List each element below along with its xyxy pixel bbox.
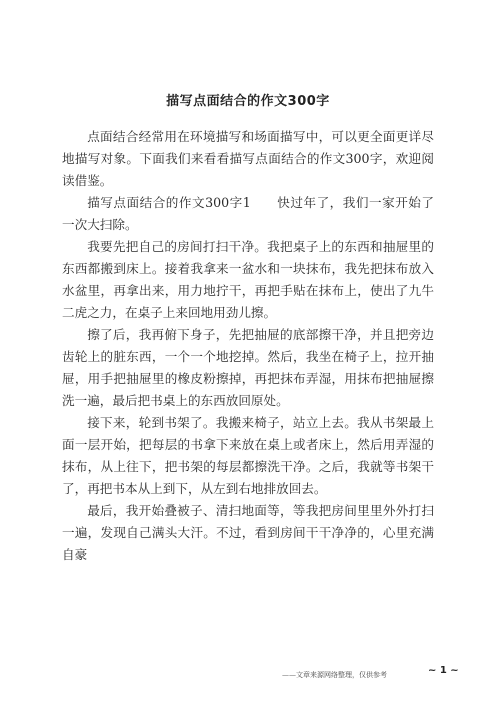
intro-paragraph: 点面结合经常用在环境描写和场面描写中，可以更全面更详尽地描写对象。下面我们来看看描写点面结合的作文300字，欢迎阅读借鉴。 [62, 129, 434, 188]
body-paragraph-room: 我要先把自己的房间打扫干净。我把桌子上的东西和抽屉里的东西都搬到床上。接着我拿来一盆水和一块抹布，我先把抹布放入水盆里，再拿出来，用力地拧干，再把手贴在抹布上，使出了九牛二虎之力，在桌子上来回地用劲儿擦。 [62, 239, 434, 320]
footer-note [282, 670, 387, 680]
body-paragraph-bookshelf: 接下来，轮到书架了。我搬来椅子，站立上去。我从书架最上面一层开始，把每层的书拿下来放在桌上或者床上，然后用弄湿的抹布，从上往下，把书架的每层都擦洗干净。之后，我就等书架干了，再把书本从上到下，从左到右地排放回去。 [62, 415, 434, 496]
section-paragraph [62, 192, 434, 236]
footer-dash: —— [282, 671, 296, 679]
page-number: ~ 1 ~ [428, 665, 459, 676]
document-title: 描写点面结合的作文300字 [166, 94, 330, 109]
section-opening: 快过年了，我们一家开始了一次大扫除。 [62, 195, 434, 232]
footer-note-text: 文章来源网络整理，仅供参考 [296, 671, 387, 679]
body-paragraph-finish: 最后，我开始叠被子、清扫地面等，等我把房间里里外外打扫一遍，发现自己满头大汗。不过，看到房间干干净净的，心里充满自豪 [62, 503, 434, 562]
section-heading: 描写点面结合的作文300字1 [87, 195, 251, 210]
document-body [62, 126, 434, 566]
body-paragraph-drawer: 擦了后，我再俯下身子，先把抽屉的底部擦干净，并且把旁边齿轮上的脏东西，一个一个地挖掉。然后，我坐在椅子上，拉开抽屉，用手把抽屉里的橡皮粉擦掉，再把抹布弄湿，用抹布把抽屉擦洗一遍，最后把书桌上的东西放回原处。 [62, 327, 434, 408]
